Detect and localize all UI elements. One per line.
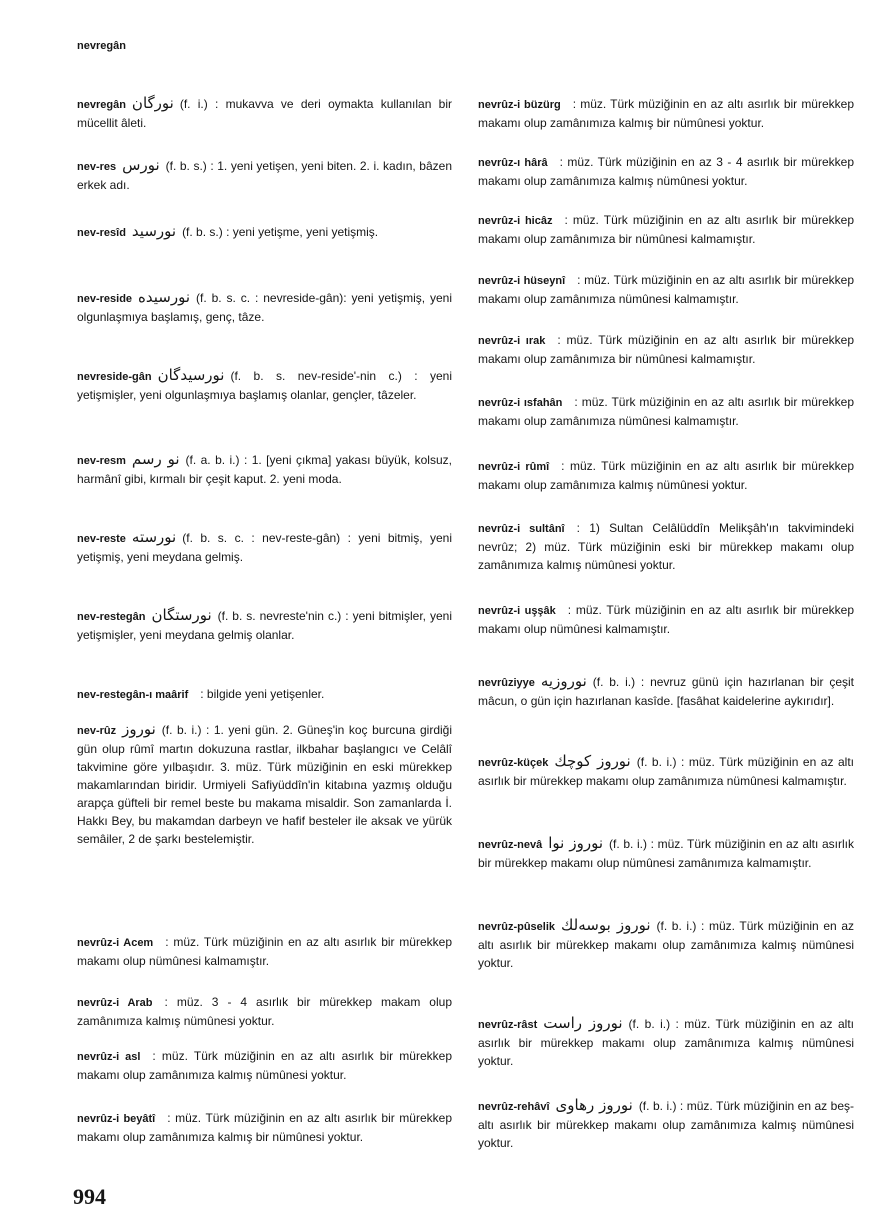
dictionary-entry xyxy=(478,152,854,190)
headword: nevrûz-nevâ xyxy=(478,839,543,851)
headword: nev-res xyxy=(77,161,117,173)
headword: nev-reste xyxy=(77,533,126,545)
definition: (f. b. i.) : müz. Türk müziğinin en az altı asırlık bir mürekkep makamı olup zamânımıza kalmış nümûnesi yoktur. xyxy=(478,919,855,970)
definition: (f. b. i.) : müz. Türk müziğinin en az beş-altı asırlık bir mürekkep makamı olup zamânımıza kalmış nümûnesi yoktur. xyxy=(478,1099,854,1150)
definition: : müz. Türk müziğinin en az altı asırlık bir mürekkep makamı olup nümûnesi kalmamıştır. xyxy=(478,603,855,636)
headword: nev-reside xyxy=(77,293,133,305)
dictionary-entry xyxy=(77,1046,452,1084)
dictionary-entry xyxy=(478,1014,854,1070)
arabic-script xyxy=(545,330,557,348)
definition: : müz. Türk müziğinin en az altı asırlık bir mürekkep makamı olup zamânımıza kalmış bir nümûnesi yoktur. xyxy=(77,1111,452,1144)
dictionary-entry xyxy=(478,392,854,430)
dictionary-entry xyxy=(77,528,452,566)
headword: nev-restegân-ı maârif xyxy=(77,689,189,701)
running-head: nevregân xyxy=(77,40,126,52)
headword: nevrûz-pûselik xyxy=(478,921,556,933)
definition: (f. i.) : mukavva ve deri oymakta kullanılan bir mücellit âleti. xyxy=(77,97,452,130)
definition: (f. b. s.) : 1. yeni yetişen, yeni biten. 2. i. kadın, bâzen erkek adı. xyxy=(77,159,452,192)
dictionary-entry xyxy=(478,834,854,872)
arabic-script: نورسید xyxy=(131,222,177,240)
arabic-script: نوروز xyxy=(122,720,156,738)
definition: (f. b. i.) : müz. Türk müziğinin en az altı asırlık bir mürekkep makamı olup zamânımıza nümûnesi kalmamıştır. xyxy=(478,755,854,788)
dictionary-entry xyxy=(478,456,854,494)
arabic-script xyxy=(561,94,573,112)
arabic-script xyxy=(562,392,574,410)
arabic-script xyxy=(155,1108,167,1126)
arabic-script xyxy=(548,152,560,170)
dictionary-entry xyxy=(478,752,854,790)
headword: nevrûz-i büzürg xyxy=(478,99,561,111)
dictionary-entry xyxy=(77,288,452,326)
dictionary-entry xyxy=(478,330,854,368)
headword: nevrûz-i asl xyxy=(77,1051,141,1063)
headword: nevrûz-küçek xyxy=(478,757,549,769)
definition: : müz. 3 - 4 asırlık bir mürekkep makam olup zamânımıza kalmış nümûnesi yoktur. xyxy=(77,995,452,1028)
arabic-script: نوروز بوسه‌لك xyxy=(561,916,651,934)
dictionary-entry xyxy=(77,684,452,704)
dictionary-entry xyxy=(77,366,452,404)
arabic-script: نورس xyxy=(122,156,160,174)
arabic-script: نورستگان xyxy=(151,606,212,624)
arabic-script: نوروز راست xyxy=(543,1014,623,1032)
dictionary-entry xyxy=(77,156,452,194)
dictionary-entry xyxy=(478,916,854,972)
dictionary-entry xyxy=(77,1108,452,1146)
headword: nev-rûz xyxy=(77,725,117,737)
arabic-script: نوروز رهاوی xyxy=(555,1096,633,1114)
definition: : müz. Türk müziğinin en az altı asırlık bir mürekkep makamı olup zamânımıza bir nümûnesi kalmamıştır. xyxy=(478,333,854,366)
dictionary-entry xyxy=(478,518,854,574)
definition: (f. b. i.) : 1. yeni gün. 2. Güneş'in koç burcuna girdiği gün olup rûmî martın dokuzuna rastlar, ilkbahar başlangıcı ve Celâlî takvimine göre yılbaşıdır. 3. müz. Türk müziğinin en eski mürekkep makamlarından biridir. Urmiyeli Safiyüddîn'in kitabına yazmış olduğu arapça güfteli bir remel beste bu makama misaldir. Son zamanlarda İ. Hakkı Bey, bu makamdan darbeyn ve hafif besteler ile aksak ve yürük semâiler, 2 de şarkı bestelemiştir. xyxy=(77,723,452,846)
dictionary-entry xyxy=(77,720,452,848)
headword: nevrûz-i ısfahân xyxy=(478,397,563,409)
arabic-script: نو رسم xyxy=(131,450,180,468)
arabic-script xyxy=(153,932,165,950)
dictionary-entry xyxy=(478,270,854,308)
headword: nev-resîd xyxy=(77,227,126,239)
headword: nevregân xyxy=(77,99,126,111)
headword: nevrûz-ı hârâ xyxy=(478,157,548,169)
headword: nev-resm xyxy=(77,455,126,467)
headword: nevrûz-i sultânî xyxy=(478,523,565,535)
arabic-script: نورگان xyxy=(131,94,174,112)
headword: nevrûz-i hicâz xyxy=(478,215,553,227)
arabic-script xyxy=(188,684,200,702)
definition: : bilgide yeni yetişenler. xyxy=(200,687,325,701)
arabic-script: نورسیده xyxy=(138,288,191,306)
dictionary-entry xyxy=(478,94,854,132)
headword: nevreside-gân xyxy=(77,371,152,383)
arabic-script: نوروز نوا xyxy=(548,834,604,852)
definition: : müz. Türk müziğinin en az altı asırlık bir mürekkep makamı olup zamânımıza kalmış nümûnesi yoktur. xyxy=(77,1049,452,1082)
headword: nev-restegân xyxy=(77,611,146,623)
dictionary-entry xyxy=(478,210,854,248)
definition: (f. b. s. nevreste'nin c.) : yeni bitmişler, yeni yetişmişler, yeni meydana gelmiş olanlar. xyxy=(77,609,452,642)
definition: : müz. Türk müziğinin en az altı asırlık bir mürekkep makamı olup zamânımıza nümûnesi kalmamıştır. xyxy=(478,273,855,306)
headword: nevrûz-i ırak xyxy=(478,335,546,347)
dictionary-entry xyxy=(77,450,452,488)
headword: nevrûz-i beyâtî xyxy=(77,1113,156,1125)
arabic-script xyxy=(565,518,577,536)
page-number: 994 xyxy=(73,1184,106,1209)
dictionary-entry xyxy=(478,672,854,710)
headword: nevrûziyye xyxy=(478,677,535,689)
definition: (f. a. b. i.) : 1. [yeni çıkma] yakası büyük, kolsuz, harmânî gibi, kırmalı bir çeşit kaput. 2. yeni moda. xyxy=(77,453,452,486)
headword: nevrûz-i Arab xyxy=(77,997,153,1009)
headword: nevrûz-i hüseynî xyxy=(478,275,566,287)
definition: : müz. Türk müziğinin en az altı asırlık bir mürekkep makamı olup zamânımıza kalmış bir nümûnesi yoktur. xyxy=(478,97,855,130)
definition: : müz. Türk müziğinin en az altı asırlık bir mürekkep makamı olup nümûnesi kalmamıştır. xyxy=(77,935,452,968)
definition: (f. b. s. nev-reside'-nin c.) : yeni yetişmişler, yeni olgunlaşmıya başlamış olanlar, gençler, tâzeler. xyxy=(77,369,452,402)
dictionary-entry xyxy=(77,992,452,1030)
arabic-script xyxy=(140,1046,152,1064)
definition: (f. b. i.) : müz. Türk müziğinin en az altı asırlık bir mürekkep makamı olup zamânımıza kalmış nümûnesi yoktur. xyxy=(478,1017,855,1068)
definition: (f. b. s. c. : nev-reste-gân) : yeni bitmiş, yeni yetişmiş, yeni meydana gelmiş. xyxy=(77,531,452,564)
dictionary-entry xyxy=(77,606,452,644)
definition: : müz. Türk müziğinin en az 3 - 4 asırlık bir mürekkep makamı olup zamânımıza kalmış nümûnesi yoktur. xyxy=(478,155,854,188)
headword: nevrûz-i uşşâk xyxy=(478,605,556,617)
arabic-script xyxy=(556,600,568,618)
headword: nevrûz-râst xyxy=(478,1019,538,1031)
dictionary-entry xyxy=(478,600,854,638)
dictionary-entry xyxy=(77,94,452,132)
dictionary-entry xyxy=(77,932,452,970)
arabic-script xyxy=(153,992,165,1010)
headword: nevrûz-rehâvî xyxy=(478,1101,550,1113)
arabic-script xyxy=(565,270,577,288)
definition: (f. b. i.) : müz. Türk müziğinin en az altı asırlık bir mürekkep makamı olup nümûnesi zamânımıza kalmamıştır. xyxy=(478,837,854,870)
definition: : müz. Türk müziğinin en az altı asırlık bir mürekkep makamı olup zamânımıza bir nümûnesi kalmamıştır. xyxy=(478,213,854,246)
dictionary-entry xyxy=(478,1096,854,1152)
arabic-script: نورسیدگان xyxy=(157,366,225,384)
arabic-script xyxy=(549,456,561,474)
arabic-script: نوروز کوچك xyxy=(554,752,631,770)
definition: (f. b. i.) : nevruz günü için hazırlanan bir çeşit mâcun, o gün için hazırlanan kasîde. [fasâhat kaidelerine aykırıdır]. xyxy=(478,675,854,708)
definition: : 1) Sultan Celâlüddîn Melikşâh'ın takvimindeki nevrûz; 2) müz. Türk müziğinin eski bir mürekkep makamı olup zamânımıza kalmış nümûnesi yoktur. xyxy=(478,521,854,572)
definition: (f. b. s. c. : nevreside-gân): yeni yetişmiş, yeni olgunlaşmıya başlamış, genç, tâze. xyxy=(77,291,452,324)
definition: : müz. Türk müziğinin en az altı asırlık bir mürekkep makamı olup zamânımıza nümûnesi kalmamıştır. xyxy=(478,395,855,428)
arabic-script: نورسته xyxy=(131,528,177,546)
arabic-script xyxy=(552,210,564,228)
definition: : müz. Türk müziğinin en az altı asırlık bir mürekkep makamı olup zamânımıza kalmış nümûnesi yoktur. xyxy=(478,459,854,492)
headword: nevrûz-i rûmî xyxy=(478,461,550,473)
definition: (f. b. s.) : yeni yetişme, yeni yetişmiş. xyxy=(182,225,379,239)
arabic-script: نوروزیه xyxy=(540,672,587,690)
dictionary-entry xyxy=(77,222,452,242)
headword: nevrûz-i Acem xyxy=(77,937,154,949)
